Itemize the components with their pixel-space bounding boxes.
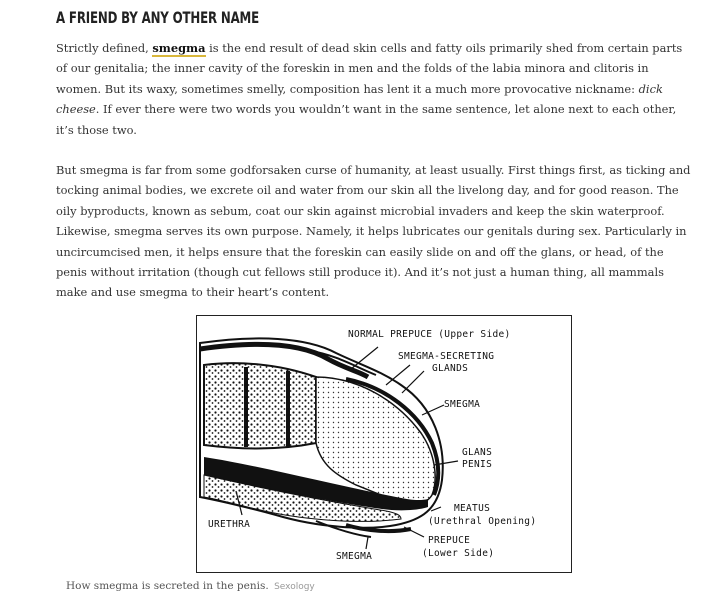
- label-smegma-upper: SMEGMA: [444, 399, 481, 410]
- term-link[interactable]: smegma: [152, 41, 206, 55]
- label-glands-line2: GLANDS: [432, 363, 469, 374]
- label-smegma-lower: SMEGMA: [336, 551, 373, 562]
- label-glans-line1: GLANS: [462, 447, 493, 458]
- label-prepuce-line2: (Lower Side): [422, 548, 495, 559]
- label-meatus-line2: (Urethral Opening): [428, 516, 537, 527]
- paragraph-1: [56, 38, 696, 140]
- label-normal-prepuce: NORMAL PREPUCE (Upper Side): [348, 329, 511, 340]
- label-prepuce-line1: PREPUCE: [428, 535, 471, 546]
- p1-text-b: is the end result of dead skin cells and fatty oils primarily shed from certain parts of our genitalia; the inner cavity of the foreskin in men and the folds of the labia minora and clitoris in women. But its waxy, sometimes smelly, composition has lent it a much more provocative nickname:: [56, 41, 683, 96]
- label-glans-line2: PENIS: [462, 459, 493, 470]
- penis-cross-section-diagram: [196, 315, 572, 573]
- p1-emphasis: dick cheese: [56, 81, 663, 117]
- caption-text: How smegma is secreted in the penis.: [66, 580, 269, 592]
- label-glands-line1: SMEGMA-SECRETING: [398, 351, 495, 362]
- label-meatus-line1: MEATUS: [454, 503, 491, 514]
- corpus-cavernosum: [204, 363, 316, 448]
- label-urethra: URETHRA: [208, 519, 251, 530]
- figure-caption: [66, 580, 315, 592]
- p1-text-a: Strictly defined,: [56, 41, 153, 55]
- caption-credit[interactable]: Sexology: [274, 582, 315, 592]
- anatomy-figure: [196, 315, 572, 573]
- p1-text-c: . If ever there were two words you wouldn’t want in the same sentence, let alone next to each other, it’s those two.: [56, 102, 677, 137]
- paragraph-2: But smegma is far from some godforsaken curse of humanity, at least usually. First things first, as ticking and tocking animal bodies, we excrete oil and water from our skin all the livelong day, and for good reason. The oily byproducts, known as sebum, coat our skin against microbial invaders and keep the skin waterproof. Likewise, smegma serves its own purpose. Namely, it helps lubricates our genitals during sex. Particularly in uncircumcised men, it helps ensure that the foreskin can easily slide on and off the glans, or head, of the penis without irritation (though cut fellows still produce it). And it’s not just a human thing, all mammals make and use smegma to their heart’s content.: [56, 163, 691, 300]
- section-heading: A FRIEND BY ANY OTHER NAME: [56, 8, 260, 27]
